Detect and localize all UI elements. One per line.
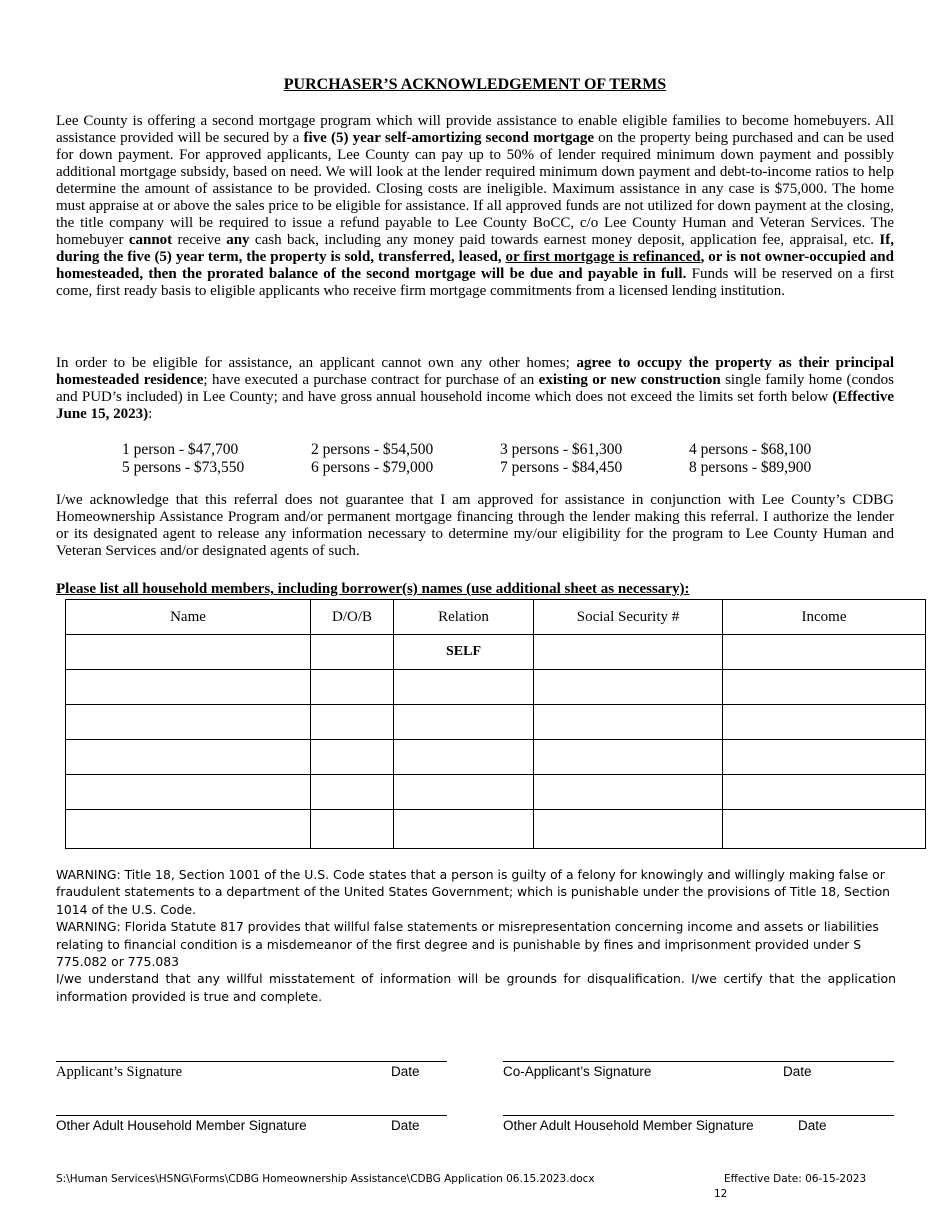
terms-text: Funds will be reserved on a first come, first ready basis to eligible applicants who receive firm mortgage commitments from a licensed lending institution. xyxy=(56,266,894,299)
footer-effective-date: Effective Date: 06-15-2023 xyxy=(724,1173,867,1185)
relation-cell[interactable] xyxy=(394,740,534,775)
table-row xyxy=(66,705,926,740)
dob-cell[interactable] xyxy=(311,705,394,740)
income-limits-row xyxy=(122,441,878,459)
ssn-cell[interactable] xyxy=(534,740,723,775)
co-applicant-signature-line[interactable] xyxy=(503,1061,894,1062)
relation-cell[interactable] xyxy=(394,705,534,740)
income-limit: 2 persons - $54,500 xyxy=(311,441,434,458)
ssn-cell[interactable] xyxy=(534,810,723,849)
dob-cell[interactable] xyxy=(311,810,394,849)
warnings-section xyxy=(56,866,896,1005)
florida-warning: WARNING: Florida Statute 817 provides that willful false statements or misrepresentation concerning income and assets or liabilities relating to financial condition is a misdemeanor of the first degree and is punishable by fines and imprisonment provided under S 775.082 or 775.083 xyxy=(56,919,879,970)
relation-cell[interactable] xyxy=(394,670,534,705)
terms-emphasis: cannot xyxy=(128,232,173,248)
name-cell[interactable] xyxy=(66,740,311,775)
other-adult-signature-line-2[interactable] xyxy=(503,1115,894,1116)
relation-cell[interactable] xyxy=(394,810,534,849)
eligibility-paragraph xyxy=(56,355,894,423)
other-adult-date-label-2: Date xyxy=(798,1118,827,1133)
terms-text: on the property being purchased and can be used for down payment. For approved applicants, Lee County can pay up to 50% of lender required minimum down payment and possibly additional mortgage subsidy, based on need. We will look at the lender required minimum down payment and debt-to-income ratios to help determine the amount of assistance to be provided. Closing costs are ineligible. Maximum assistance in any case is $75,000. The home must appraise at or above the sales price to be eligible for assistance. If all approved funds are not utilized for down payment at the closing, the title company will be required to issue a refund payable to Lee County BoCC, c/o Lee County Human and Veteran Services. The homebuyer xyxy=(56,130,894,248)
terms-emphasis: any xyxy=(226,232,250,248)
co-applicant-date-label: Date xyxy=(783,1064,812,1079)
other-adult-signature-line-1[interactable] xyxy=(56,1115,447,1116)
income-cell[interactable] xyxy=(723,775,926,810)
income-limit: 1 person - $47,700 xyxy=(122,441,239,458)
table-row xyxy=(66,670,926,705)
page-number: 12 xyxy=(714,1188,728,1200)
income-limit: 5 persons - $73,550 xyxy=(122,459,245,476)
table-row xyxy=(66,775,926,810)
income-limit: 6 persons - $79,000 xyxy=(311,459,434,476)
acknowledgement-paragraph: I/we acknowledge that this referral does not guarantee that I am approved for assistance in conjunction with Lee County’s CDBG Homeownership Assistance Program and/or permanent mortgage financing through the lender making this referral. I authorize the lender or its designated agent to release any information necessary to determine my/our eligibility for the program to Lee County Human and Veteran Services and/or designated agents of such. xyxy=(56,492,894,559)
income-limit: 8 persons - $89,900 xyxy=(689,459,812,476)
eligibility-emphasis: agree to occupy the property as their principal homesteaded residence xyxy=(56,355,894,388)
income-cell[interactable] xyxy=(723,705,926,740)
eligibility-text: : xyxy=(148,406,153,422)
name-cell[interactable] xyxy=(66,635,311,670)
applicant-date-label: Date xyxy=(391,1064,420,1079)
co-applicant-signature-label: Co-Applicant’s Signature xyxy=(503,1064,652,1079)
program-terms-paragraph xyxy=(56,113,894,300)
dob-cell[interactable] xyxy=(311,670,394,705)
ssn-cell[interactable] xyxy=(534,670,723,705)
table-header-row xyxy=(66,600,926,635)
footer-file-path: S:\Human Services\HSNG\Forms\CDBG Homeownership Assistance\CDBG Application 06.15.2023.docx xyxy=(56,1173,595,1185)
page-title: PURCHASER’S ACKNOWLEDGEMENT OF TERMS xyxy=(283,76,667,93)
household-members-table xyxy=(65,599,926,849)
terms-emphasis: five (5) year self-amortizing second mortgage xyxy=(303,130,594,146)
ssn-cell[interactable] xyxy=(534,635,723,670)
eligibility-text: single family home (condos and PUD’s included) in Lee County; and have gross annual household income which does not exceed the limits set forth below xyxy=(56,372,894,405)
ssn-cell[interactable] xyxy=(534,775,723,810)
income-cell[interactable] xyxy=(723,740,926,775)
eligibility-text: ; have executed a purchase contract for purchase of an xyxy=(203,372,539,388)
terms-text: receive xyxy=(172,232,227,248)
table-row xyxy=(66,635,926,670)
column-header-name: Name xyxy=(66,600,311,635)
household-table-heading: Please list all household members, including borrower(s) names (use additional sheet as necessary): xyxy=(56,581,690,597)
income-limit: 3 persons - $61,300 xyxy=(500,441,623,458)
table-row xyxy=(66,740,926,775)
terms-emphasis-underlined: or first mortgage is refinanced xyxy=(505,249,701,265)
name-cell[interactable] xyxy=(66,810,311,849)
income-limits-row xyxy=(122,459,878,477)
terms-emphasis: , or is not owner-occupied and homesteaded, then the prorated balance of the second mortgage will be due and payable in full. xyxy=(56,249,894,282)
terms-emphasis: If, during the five (5) year term, the property is sold, transferred, leased, xyxy=(56,232,894,265)
dob-cell[interactable] xyxy=(311,740,394,775)
name-cell[interactable] xyxy=(66,775,311,810)
federal-warning: WARNING: Title 18, Section 1001 of the U.S. Code states that a person is guilty of a felony for knowingly and willingly making false or fraudulent statements to a department of the United States Government; which is punishable under the provisions of Title 18, Section 1014 of the U.S. Code. xyxy=(56,867,891,917)
other-adult-signature-label-1: Other Adult Household Member Signature xyxy=(56,1118,307,1133)
column-header-dob: D/O/B xyxy=(311,600,394,635)
terms-text: cash back, including any money paid towards earnest money deposit, application fee, appraisal, etc. xyxy=(249,232,880,248)
income-cell[interactable] xyxy=(723,670,926,705)
dob-cell[interactable] xyxy=(311,775,394,810)
table-row xyxy=(66,810,926,849)
income-limits xyxy=(122,441,878,477)
eligibility-text: In order to be eligible for assistance, an applicant cannot own any other homes; xyxy=(56,355,577,371)
dob-cell[interactable] xyxy=(311,635,394,670)
income-cell[interactable] xyxy=(723,810,926,849)
applicant-signature-line[interactable] xyxy=(56,1061,447,1062)
name-cell[interactable] xyxy=(66,705,311,740)
name-cell[interactable] xyxy=(66,670,311,705)
column-header-ssn: Social Security # xyxy=(534,600,723,635)
column-header-relation: Relation xyxy=(394,600,534,635)
eligibility-emphasis: (Effective June 15, 2023) xyxy=(56,389,894,422)
ssn-cell[interactable] xyxy=(534,705,723,740)
relation-cell[interactable]: SELF xyxy=(394,635,534,670)
income-limit: 7 persons - $84,450 xyxy=(500,459,623,476)
income-limit: 4 persons - $68,100 xyxy=(689,441,812,458)
applicant-signature-label: Applicant’s Signature xyxy=(56,1064,183,1080)
relation-cell[interactable] xyxy=(394,775,534,810)
eligibility-emphasis: existing or new construction xyxy=(538,372,721,388)
income-cell[interactable] xyxy=(723,635,926,670)
other-adult-date-label-1: Date xyxy=(391,1118,420,1133)
terms-text: Lee County is offering a second mortgage program which will provide assistance to enable eligible families to become homebuyers. All assistance provided will be secured by a xyxy=(56,113,894,146)
column-header-income: Income xyxy=(723,600,926,635)
certification-statement: I/we understand that any willful misstatement of information will be grounds for disqualification. I/we certify that the application information provided is true and complete. xyxy=(56,971,896,1004)
other-adult-signature-label-2: Other Adult Household Member Signature xyxy=(503,1118,754,1133)
